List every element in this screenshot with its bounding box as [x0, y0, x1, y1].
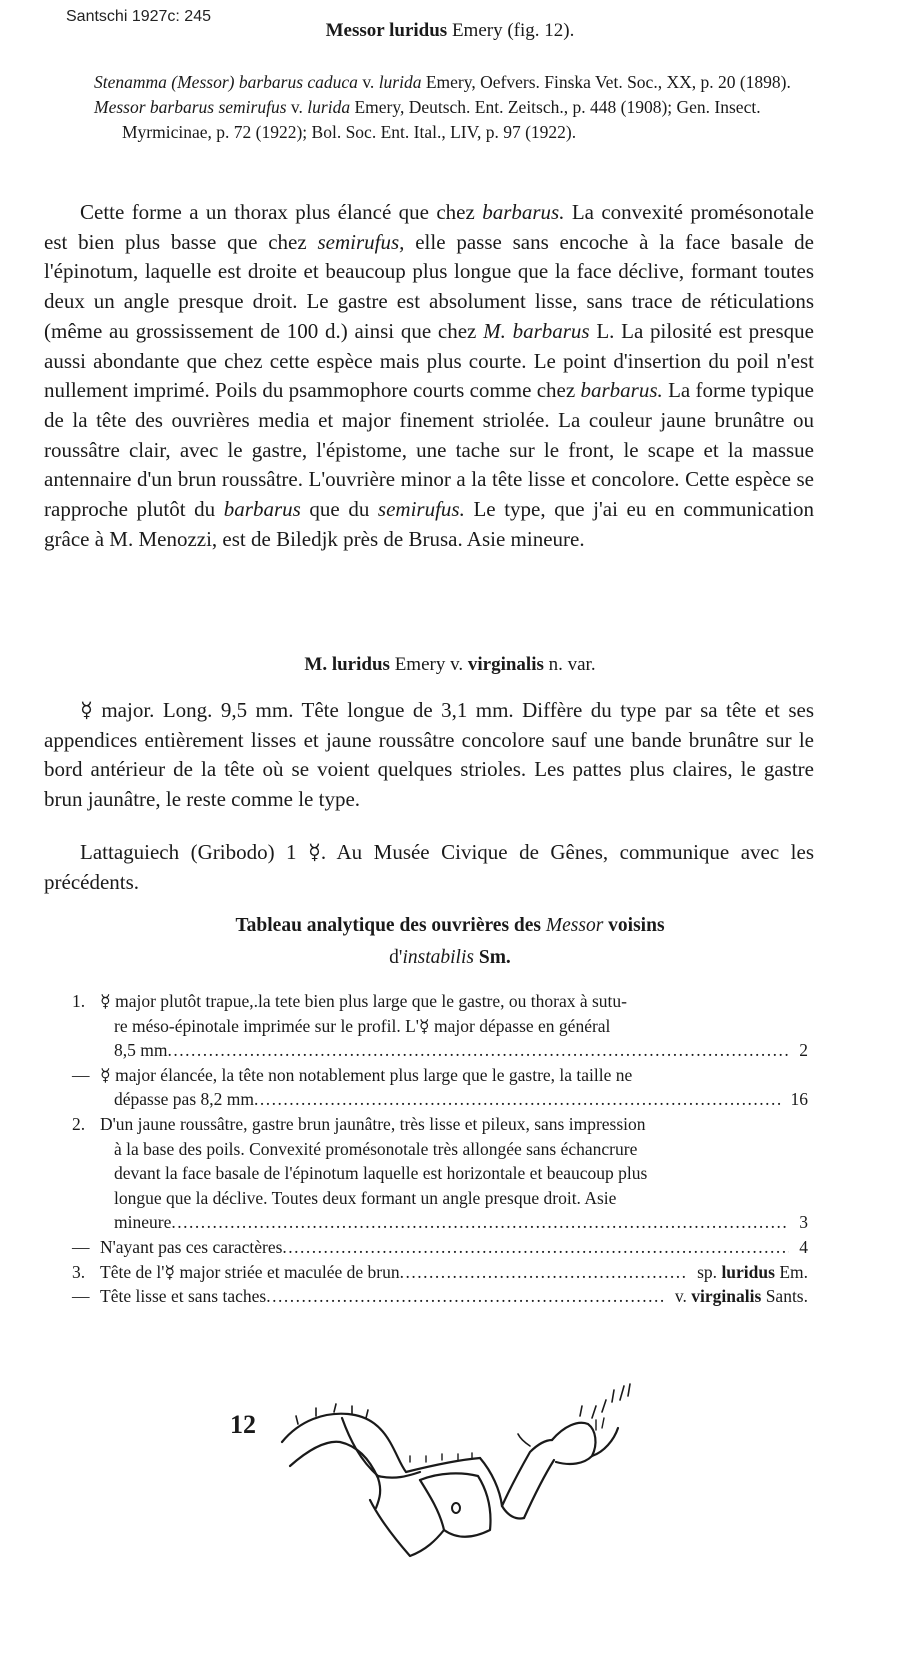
key-line — [72, 989, 808, 1014]
couplet-number: — — [72, 1236, 90, 1257]
target-name: luridus — [721, 1261, 775, 1282]
couplet-text: ☿ major élancée, la tête non notablement plus large que le gastre, la taille ne — [100, 1064, 633, 1085]
synonym-reference: Emery, Deutsch. Ent. Zeitsch., p. 448 (1908); Gen. Insect. Myrmicinae, p. 72 (1922); Bol. Soc. Ent. Ital., LIV, p. 97 (1922). — [122, 97, 761, 142]
synonymy-list — [94, 70, 806, 145]
variety-species: M. luridus — [304, 654, 390, 675]
key-line — [72, 1014, 808, 1039]
couplet-text: longue que la déclive. Toutes deux formant un angle presque droit. Asie — [114, 1187, 617, 1208]
key-line — [72, 1038, 808, 1063]
couplet-number: — — [72, 1064, 90, 1085]
italic-run: semirufus. — [377, 497, 465, 522]
synonymy-entry — [94, 70, 806, 95]
couplet-text: D'un jaune roussâtre, gastre brun jaunâtre, très lisse et pileux, sans impression — [100, 1113, 646, 1134]
key-line — [72, 1087, 808, 1112]
couplet-target: 3 — [799, 1212, 808, 1233]
couplet-target — [687, 1260, 808, 1285]
text-run: voisins — [603, 915, 665, 936]
variety-author: Emery v. — [389, 654, 468, 675]
text-run: Lattaguiech (Gribodo) 1 ☿. Au Musée Civique de Gênes, communique avec les précédents. — [44, 840, 814, 894]
couplet-text: N'ayant pas ces caractères — [100, 1236, 283, 1257]
italic-run: instabilis — [402, 947, 474, 968]
variety-description — [44, 696, 814, 815]
key-line — [72, 1284, 808, 1309]
key-line — [72, 1186, 808, 1211]
couplet-text: Tête lisse et sans taches — [100, 1286, 267, 1307]
species-author: Emery — [451, 20, 503, 41]
couplet-target: 2 — [799, 1040, 808, 1061]
couplet-text: re méso-épinotale imprimée sur le profil. L'☿ major dépasse en général — [114, 1015, 611, 1036]
epinotum-basal — [406, 1458, 480, 1472]
figure-number: 12 — [230, 1410, 256, 1439]
key-line — [72, 1161, 808, 1186]
couplet-number: 3. — [72, 1261, 86, 1282]
spiracle-mark — [452, 1503, 460, 1513]
couplet-text: devant la face basale de l'épinotum laquelle est horizontale et beaucoup plus — [114, 1163, 648, 1184]
synonym-variety: lurida — [307, 97, 351, 117]
pronotum-side — [290, 1442, 380, 1508]
target-name: virginalis — [691, 1286, 762, 1307]
couplet-target: 16 — [790, 1089, 808, 1110]
variety-name: virginalis — [467, 654, 544, 675]
text-run: Tableau analytique des ouvrières des — [235, 915, 546, 936]
couplet-text: ☿ major plutôt trapue,.la tete bien plus large que le gastre, ou thorax à sutu- — [100, 991, 627, 1011]
epinotum-block — [420, 1473, 491, 1536]
variety-status: n. var. — [543, 654, 596, 675]
italic-run: semirufus, — [317, 229, 405, 254]
target-rank: v. — [674, 1286, 692, 1307]
ant-thorax-figure — [230, 1380, 650, 1580]
italic-run: barbarus. — [580, 378, 663, 403]
identification-key — [72, 989, 808, 1309]
postpetiole-hairs — [580, 1384, 630, 1418]
text-run: L. La pilosité est presque aussi abondante que chez cette espèce mais plus courte. Le point d'insertion du poil n'est nullement imprimé. Poils du psammophore courts comme chez — [44, 318, 814, 403]
key-title-line2 — [0, 942, 900, 974]
text-run: elle passe sans encoche à la face basale de l'épinotum, laquelle est droite et beaucoup plus longue que la face déclive, formant toutes deux un angle presque droit. Le gastre est absolument lisse, sans trace de réticulations (même au grossissement de 100 d.) ainsi que chez — [44, 229, 815, 343]
variety-heading — [0, 654, 900, 676]
text-run: Le type, que j'ai eu en communication grâce à M. Menozzi, est de Biledjk près de Brusa. Asie mineure. — [44, 497, 814, 551]
key-line — [72, 1063, 808, 1088]
couplet-number: 1. — [72, 991, 86, 1011]
key-line — [72, 1235, 808, 1260]
couplet-text: 8,5 mm — [114, 1040, 168, 1061]
italic-run: M. barbarus — [483, 318, 590, 343]
postpetiole — [552, 1423, 595, 1464]
target-author: Em. — [774, 1261, 808, 1282]
petiole-node — [502, 1440, 552, 1506]
text-run: ☿ major. Long. 9,5 mm. Tête longue de 3,1 mm. Diffère du type par sa tête et ses appendices entièrement lisses et jaune roussâtre concolore sauf une bande brunâtre sur le bord antérieur de la tête où se voient quelques strioles. Les pattes plus claires, le gastre brun jaunâtre, le reste comme le type. — [44, 698, 814, 812]
text-run: d' — [389, 947, 403, 968]
italic-run: barbarus. — [482, 200, 565, 224]
couplet-text: mineure — [114, 1212, 172, 1233]
text-run: La forme typique de la tête des ouvrières media et major finement striolée. La couleur jaune brunâtre ou roussâtre clair, avec le gastre, l'épistome, une tache sur le front, le scape et la massue antennaire d'un brun roussâtre. L'ouvrière minor a la tête lisse et concolore. Cette espèce se rapproche plutôt du — [44, 378, 814, 522]
synonym-connector: v. — [357, 72, 379, 92]
synonym-reference: Emery, Oefvers. Finska Vet. Soc., XX, p. 20 (1898). — [421, 72, 791, 92]
italic-run: barbarus — [223, 497, 301, 522]
synonymy-entry — [94, 95, 806, 145]
key-line — [72, 1112, 808, 1137]
key-line — [72, 1137, 808, 1162]
synonym-connector: v. — [286, 97, 308, 117]
figure-reference: (fig. 12). — [507, 20, 575, 41]
italic-run: Messor — [545, 915, 604, 936]
species-name: Messor luridus — [325, 20, 448, 41]
key-title — [0, 910, 900, 974]
key-line — [72, 1260, 808, 1285]
key-line — [72, 1210, 808, 1235]
couplet-text: Tête de l'☿ major striée et maculée de brun — [100, 1261, 400, 1282]
synonym-name: Stenamma (Messor) barbarus caduca — [94, 72, 358, 92]
couplet-text: dépasse pas 8,2 mm — [114, 1089, 254, 1110]
couplet-number: 2. — [72, 1113, 86, 1134]
couplet-text: à la base des poils. Convexité promésonotale très allongée sans échancrure — [114, 1138, 638, 1159]
epinotum-declivity — [480, 1458, 524, 1519]
couplet-target — [665, 1284, 808, 1309]
text-run: La convexité promésonotale est bien plus basse que chez — [44, 200, 814, 254]
petiole-spine — [518, 1434, 530, 1446]
target-rank: sp. — [697, 1261, 722, 1282]
citation-label: Santschi 1927c: 245 — [66, 8, 211, 25]
key-title-line1 — [0, 910, 900, 942]
text-run: Cette forme a un thorax plus élancé que chez — [80, 200, 483, 224]
text-run: que du — [300, 497, 378, 522]
text-run: Sm. — [473, 947, 511, 968]
couplet-number: — — [72, 1286, 90, 1307]
synonym-name: Messor barbarus semirufus — [94, 97, 287, 117]
side-hairs — [596, 1418, 604, 1430]
target-author: Sants. — [761, 1286, 808, 1307]
petiole-lower — [524, 1460, 554, 1518]
locality-paragraph — [44, 838, 814, 897]
synonym-variety: lurida — [378, 72, 422, 92]
species-heading — [0, 20, 900, 42]
couplet-target: 4 — [799, 1236, 808, 1257]
description-paragraph — [44, 198, 814, 554]
